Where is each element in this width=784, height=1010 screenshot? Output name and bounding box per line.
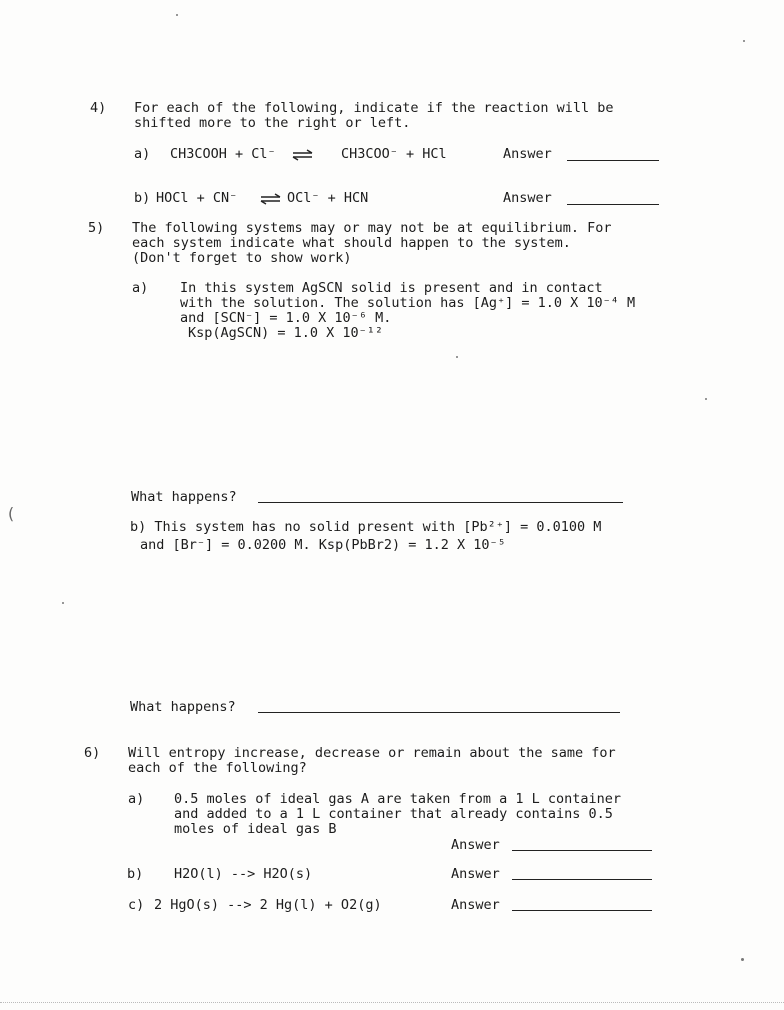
q4b-products: OCl⁻ + HCN <box>287 190 369 206</box>
q6b-answer-label: Answer <box>451 866 500 882</box>
q5-number: 5) <box>88 220 105 236</box>
scan-speck <box>741 958 744 961</box>
q6a-label: a) <box>128 791 145 807</box>
q4b-label: b) <box>134 190 151 206</box>
q6b-label: b) <box>127 866 144 882</box>
q5b-answer-blank[interactable] <box>258 712 620 713</box>
q6c-reaction: 2 HgO(s) --> 2 Hg(l) + O2(g) <box>154 897 382 913</box>
scan-mark: ( <box>6 504 16 523</box>
q5a-label: a) <box>132 280 149 296</box>
page-bottom-edge <box>0 1002 784 1003</box>
q4-prompt-line2: shifted more to the right or left. <box>134 115 411 131</box>
q6a-line3: moles of ideal gas B <box>174 821 337 837</box>
scan-speck <box>456 356 458 358</box>
q5b-what-happens-label: What happens? <box>130 699 236 715</box>
q5a-line1: In this system AgSCN solid is present and in contact <box>180 280 603 296</box>
q5b-line1: b) This system has no solid present with [Pb²⁺] = 0.0100 M <box>130 519 602 535</box>
q5-prompt-line3: (Don't forget to show work) <box>132 250 352 266</box>
q6b-answer-blank[interactable] <box>512 879 652 880</box>
scan-speck <box>743 40 745 42</box>
q4b-answer-label: Answer <box>503 190 552 206</box>
q4a-reactants: CH3COOH + Cl⁻ <box>170 146 276 162</box>
q6-prompt-line1: Will entropy increase, decrease or remain about the same for <box>128 745 616 761</box>
q5a-answer-blank[interactable] <box>258 502 623 503</box>
q4b-reactants: HOCl + CN⁻ <box>156 190 238 206</box>
q4a-answer-blank[interactable] <box>567 160 659 161</box>
q6c-answer-label: Answer <box>451 897 500 913</box>
q6a-answer-label: Answer <box>451 837 500 853</box>
q6a-line2: and added to a 1 L container that already contains 0.5 <box>174 806 613 822</box>
q6c-label: c) <box>128 897 145 913</box>
q6a-line1: 0.5 moles of ideal gas A are taken from a 1 L container <box>174 791 622 807</box>
q5a-ksp: Ksp(AgSCN) = 1.0 X 10⁻¹² <box>188 325 384 341</box>
q4a-products: CH3COO⁻ + HCl <box>341 146 447 162</box>
q4-prompt-line1: For each of the following, indicate if the reaction will be <box>134 100 614 116</box>
q4a-answer-label: Answer <box>503 146 552 162</box>
q6b-reaction: H2O(l) --> H2O(s) <box>174 866 313 882</box>
scan-speck <box>176 14 178 16</box>
q5a-what-happens-label: What happens? <box>131 489 237 505</box>
equilibrium-arrow-icon <box>292 149 314 161</box>
q5-prompt-line2: each system indicate what should happen to the system. <box>132 235 571 251</box>
q4a-label: a) <box>134 146 151 162</box>
scan-speck <box>705 398 707 400</box>
q6c-answer-blank[interactable] <box>512 910 652 911</box>
q5-prompt-line1: The following systems may or may not be at equilibrium. For <box>132 220 612 236</box>
q5a-line2: with the solution. The solution has [Ag⁺] = 1.0 X 10⁻⁴ M <box>180 295 636 311</box>
equilibrium-arrow-icon <box>260 193 282 205</box>
q5a-line3: and [SCN⁻] = 1.0 X 10⁻⁶ M. <box>180 310 392 326</box>
q6a-answer-blank[interactable] <box>512 850 652 851</box>
q6-prompt-line2: each of the following? <box>128 760 307 776</box>
scan-speck <box>62 602 64 604</box>
q6-number: 6) <box>84 745 101 761</box>
q4b-answer-blank[interactable] <box>567 204 659 205</box>
q4-number: 4) <box>90 100 107 116</box>
q5b-line2: and [Br⁻] = 0.0200 M. Ksp(PbBr2) = 1.2 X 10⁻⁵ <box>140 537 506 553</box>
